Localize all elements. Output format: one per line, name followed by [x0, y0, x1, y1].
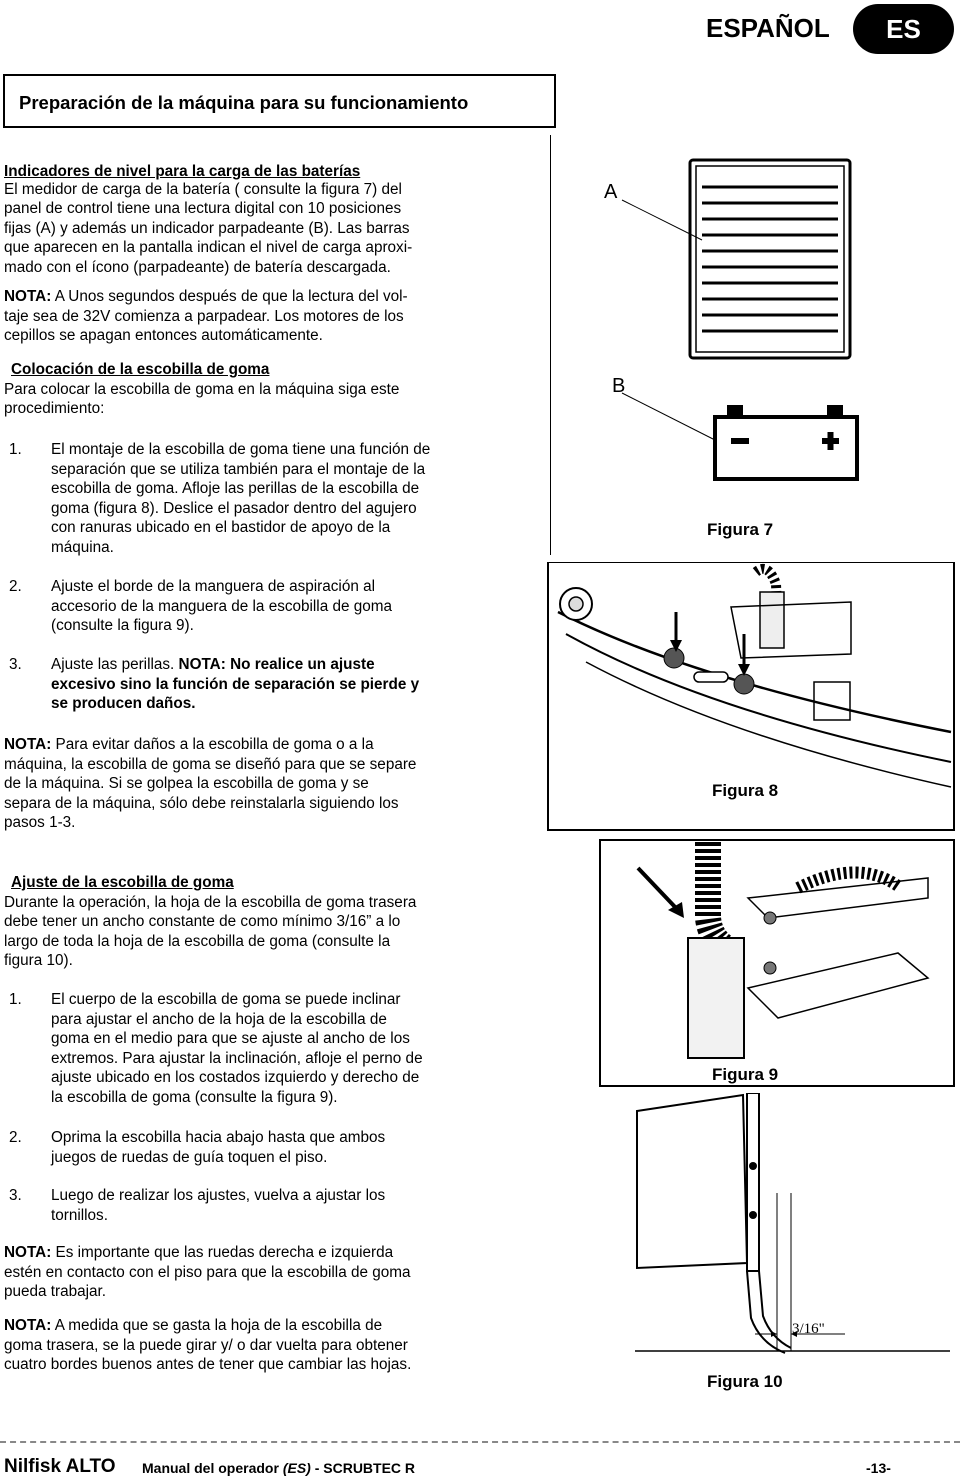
note-text: cepillos se apagan entonces automáticamente.	[4, 327, 323, 345]
battery-line: panel de control tiene una lectura digital con 10 posiciones	[4, 200, 402, 218]
battery-section	[4, 162, 544, 278]
note-label: NOTA:	[4, 1317, 52, 1334]
figure-10	[635, 1093, 950, 1393]
step-number: 3.	[9, 656, 22, 673]
adjust-heading: Ajuste de la escobilla de goma	[11, 874, 234, 891]
adjust-note-2: NOTA: A medida que se gasta la hoja de la escobilla de goma trasera, se la puede girar y/ o dar vuelta para obtener cuatro bordes buenos antes de tener que cambiar las hojas.	[4, 1317, 412, 1374]
step-text: Ajuste las perillas. NOTA: No realice un ajuste excesivo sino la función de separación se pierde y se producen daños.	[51, 656, 420, 713]
blade-width-illustration	[635, 1093, 950, 1393]
footer-rule	[0, 1441, 960, 1443]
step-number: 2.	[9, 1129, 22, 1146]
note-label: NOTA:	[4, 736, 52, 753]
placement-intro: Para colocar la escobilla de goma en la máquina siga este	[4, 380, 400, 398]
note-text: A Unos segundos después de que la lectura del vol-	[51, 288, 408, 305]
step-number: 3.	[9, 1187, 22, 1204]
placement-intro: procedimiento:	[4, 400, 105, 418]
figure-8-caption: Figura 8	[712, 781, 779, 800]
step-number: 1.	[9, 991, 22, 1008]
figure-9-caption: Figura 9	[712, 1065, 779, 1084]
figure-7-label-b: B	[612, 375, 626, 397]
figure-7-caption: Figura 7	[707, 520, 774, 539]
adjust-section: Ajuste de la escobilla de goma Durante la operación, la hoja de la escobilla de goma trasera debe tener un ancho constante de como mínimo 3/16” a lo largo de toda la hoja de la escobilla de goma (consulte la figura 10).	[4, 873, 564, 971]
battery-line: mado con el ícono (parpadeante) de batería descargada.	[4, 258, 391, 276]
language-badge-text: ES	[886, 14, 921, 44]
figure-7	[550, 135, 960, 555]
step-text: El cuerpo de la escobilla de goma se puede inclinar para ajustar el ancho de la hoja de la escobilla de goma en el medio para que se ajuste al ancho de los extremos. Para ajustar la inclinación, afloje el perno de ajuste ubicado en los costados izquierdo y derecho de la escobilla de goma (consulte la figura 9).	[51, 991, 423, 1106]
figure-7-label-a: A	[604, 181, 618, 203]
figure-9	[598, 838, 956, 1088]
battery-note	[4, 287, 544, 346]
adjust-note-1: NOTA: Es importante que las ruedas derecha e izquierda estén en contacto con el piso para que la escobilla de goma pueda trabajar.	[4, 1244, 411, 1301]
step-number: 1.	[9, 441, 22, 458]
figure-8	[546, 562, 956, 832]
step-number: 2.	[9, 578, 22, 595]
step-text: Ajuste el borde de la manguera de aspiración al accesorio de la manguera de la escobilla de goma (consulte la figura 9).	[51, 578, 392, 635]
placement-step-2	[9, 577, 549, 637]
placement-section	[4, 360, 544, 419]
footer-manual: Manual del operador (ES) - SCRUBTEC R	[142, 1460, 416, 1476]
adjust-step-3	[9, 1186, 549, 1226]
figure-10-dimension: 3/16"	[792, 1321, 825, 1337]
step-text: Luego de realizar los ajustes, vuelva a ajustar los tornillos.	[51, 1187, 386, 1224]
note-text: taje sea de 32V comienza a parpadear. Los motores de los	[4, 307, 404, 325]
adjust-step-2	[9, 1128, 549, 1168]
section-title-box	[3, 74, 556, 128]
placement-note: NOTA: Para evitar daños a la escobilla de goma o a la máquina, la escobilla de goma se diseñó para que se separe de la máquina. Si se golpea la escobilla de goma y se separa de la máquina, sólo debe reinstalarla siguiendo los pasos 1-3.	[4, 736, 417, 832]
battery-heading: Indicadores de nivel para la carga de las baterías	[4, 163, 361, 180]
footer-brand: Nilfisk ALTO	[4, 1456, 116, 1477]
language-label: ESPAÑOL	[706, 13, 830, 43]
note-label: NOTA:	[4, 288, 52, 305]
figure-10-caption: Figura 10	[707, 1372, 783, 1391]
battery-line: fijas (A) y además un indicador parpadeante (B). Las barras	[4, 219, 410, 237]
battery-line: que aparecen en la pantalla indican el nivel de carga aproxi-	[4, 239, 413, 257]
footer	[4, 1456, 954, 1478]
battery-line: El medidor de carga de la batería ( consulte la figura 7) del	[4, 180, 402, 198]
step-text: El montaje de la escobilla de goma tiene una función de separación que se utiliza también para el montaje de la escobilla de goma. Afloje las perillas de la escobilla de goma (figura 8). Deslice el pasador dentro del agujero con ranuras ubicado en el bastidor de apoyo de la máquina.	[51, 441, 431, 556]
placement-step-1	[9, 440, 549, 560]
step-text: Oprima la escobilla hacia abajo hasta que ambos juegos de ruedas de guía toquen el piso.	[51, 1129, 386, 1166]
language-badge	[853, 4, 954, 54]
section-title: Preparación de la máquina para su funcionamiento	[19, 92, 469, 113]
placement-heading: Colocación de la escobilla de goma	[11, 361, 270, 378]
note-label: NOTA:	[4, 1244, 52, 1261]
placement-step-3	[9, 655, 549, 715]
hose-adjustment-illustration	[598, 838, 956, 1088]
footer-page-number: -13-	[866, 1460, 891, 1476]
adjust-step-1	[9, 990, 549, 1110]
